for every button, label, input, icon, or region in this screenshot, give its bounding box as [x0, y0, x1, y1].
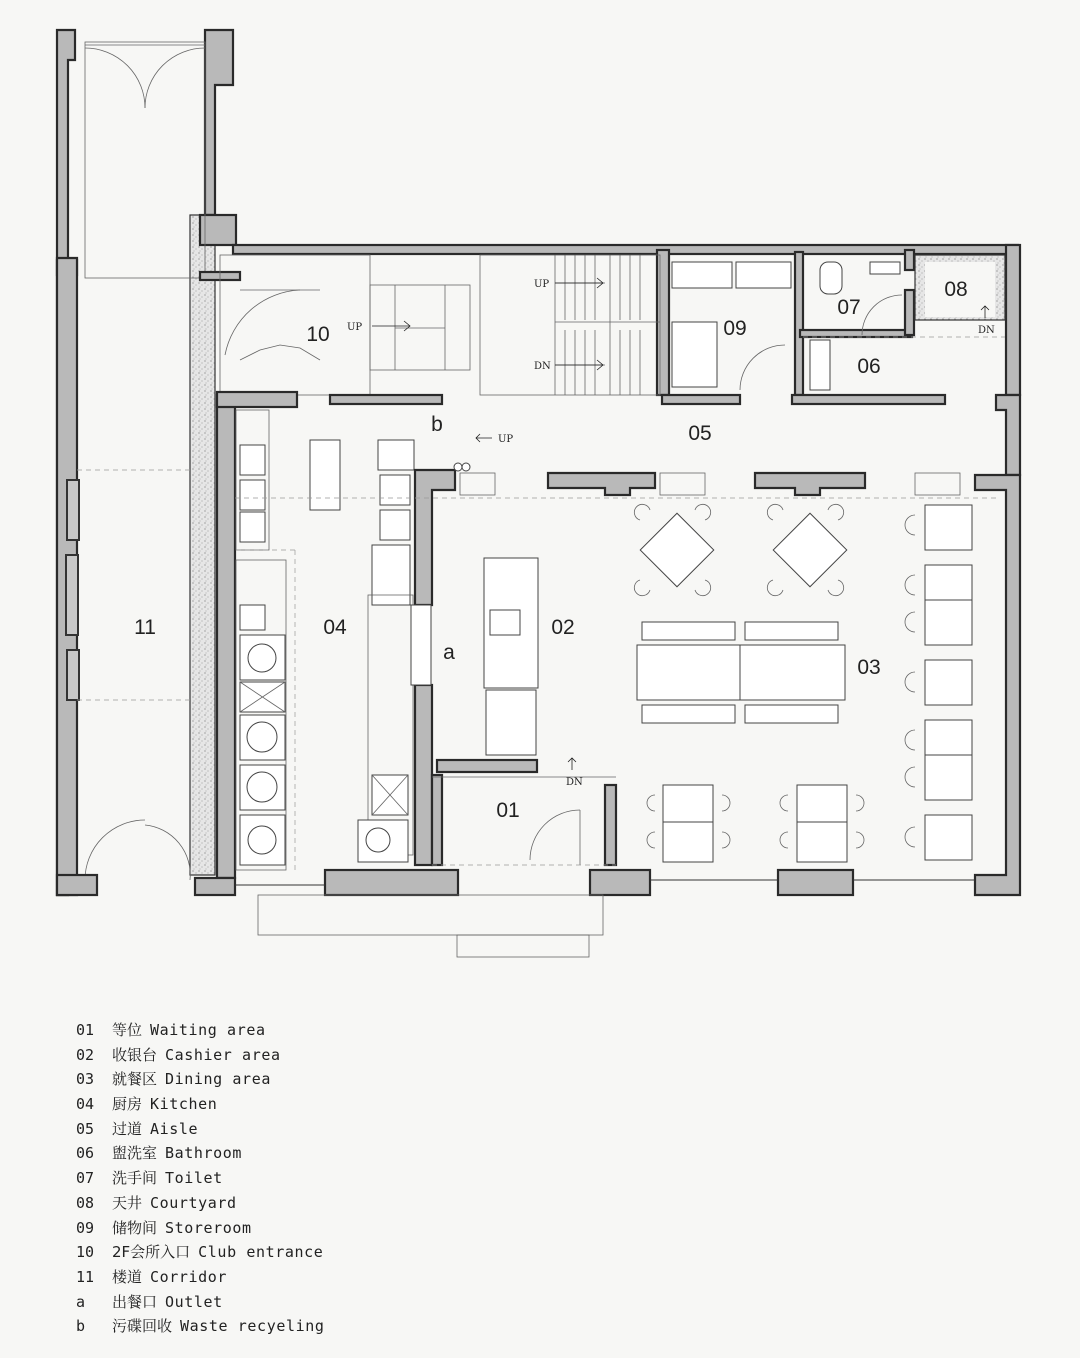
- legend-number: 09: [76, 1218, 95, 1237]
- legend-english-name: Outlet: [165, 1292, 223, 1311]
- legend-english-name: Bathroom: [165, 1144, 243, 1163]
- legend-number: 06: [76, 1144, 95, 1163]
- legend-english-name: Dining area: [165, 1070, 271, 1089]
- label-01-waiting: 01: [496, 799, 520, 822]
- legend-english-name: Club entrance: [198, 1243, 324, 1262]
- label-05-aisle: 05: [688, 422, 712, 445]
- stair-up-label-b: UP: [498, 434, 514, 445]
- legend-number: a: [76, 1292, 86, 1311]
- stair-up-label-10: UP: [347, 322, 363, 333]
- legend-row: [76, 1240, 676, 1265]
- legend-english-name: Courtyard: [150, 1193, 237, 1212]
- legend-row: [76, 1314, 676, 1339]
- legend-row: [76, 1290, 676, 1315]
- legend-chinese-name: 出餐口: [112, 1292, 158, 1311]
- room-legend: [76, 1018, 676, 1348]
- legend-chinese-name: 储物间: [112, 1218, 158, 1237]
- legend-english-name: Toilet: [165, 1169, 223, 1188]
- legend-row: [76, 1092, 676, 1117]
- legend-chinese-name: 天井: [112, 1193, 143, 1212]
- legend-row: [76, 1043, 676, 1068]
- stair-dn-label-08: DN: [978, 325, 995, 336]
- legend-english-name: Waiting area: [150, 1021, 266, 1039]
- legend-chinese-name: 收银台: [112, 1045, 158, 1064]
- legend-number: 03: [76, 1070, 95, 1089]
- label-07-toilet: 07: [837, 296, 861, 319]
- legend-chinese-name: 等位: [112, 1021, 143, 1039]
- waiting-area-walls: [432, 775, 616, 865]
- stair-up-label-center: UP: [534, 279, 550, 290]
- legend-number: 08: [76, 1193, 95, 1212]
- corridor-walls: [57, 30, 236, 895]
- stair-dn-label-01: DN: [566, 777, 583, 788]
- legend-row: [76, 1141, 676, 1166]
- legend-english-name: Storeroom: [165, 1218, 252, 1237]
- kitchen-fixtures: [236, 410, 414, 870]
- legend-chinese-name: 洗手间: [112, 1169, 158, 1188]
- legend-chinese-name: 盥洗室: [112, 1144, 158, 1163]
- legend-row: [76, 1018, 676, 1043]
- label-09-storeroom: 09: [723, 317, 747, 340]
- legend-row: [76, 1067, 676, 1092]
- legend-chinese-name: 2F会所入口: [112, 1243, 191, 1262]
- cashier-zone: [235, 463, 1000, 865]
- legend-number: 11: [76, 1267, 95, 1286]
- label-03-dining: 03: [857, 656, 881, 679]
- legend-english-name: Kitchen: [150, 1095, 218, 1114]
- label-08-courtyard: 08: [944, 278, 968, 301]
- legend-number: 02: [76, 1045, 95, 1064]
- label-02-cashier: 02: [551, 616, 575, 639]
- legend-english-name: Cashier area: [165, 1045, 281, 1064]
- label-11-corridor: 11: [134, 616, 156, 639]
- legend-row: [76, 1117, 676, 1142]
- legend-number: 07: [76, 1169, 95, 1188]
- legend-number: 04: [76, 1095, 95, 1114]
- dining-furniture: [634, 504, 972, 862]
- legend-chinese-name: 楼道: [112, 1267, 143, 1286]
- stair-dn-label-center: DN: [534, 361, 551, 372]
- legend-chinese-name: 厨房: [112, 1095, 143, 1114]
- legend-number: 10: [76, 1243, 95, 1262]
- label-b-waste: b: [431, 413, 443, 436]
- legend-number: b: [76, 1317, 86, 1336]
- legend-english-name: Corridor: [150, 1267, 228, 1286]
- legend-number: 05: [76, 1119, 95, 1138]
- legend-english-name: Aisle: [150, 1119, 199, 1138]
- legend-row: [76, 1216, 676, 1241]
- legend-row: [76, 1191, 676, 1216]
- legend-chinese-name: 就餐区: [112, 1070, 158, 1089]
- legend-number: 01: [76, 1021, 95, 1039]
- legend-english-name: Waste recyeling: [180, 1317, 325, 1336]
- label-a-outlet: a: [443, 641, 455, 664]
- legend-row: [76, 1166, 676, 1191]
- legend-row: [76, 1265, 676, 1290]
- label-04-kitchen: 04: [323, 616, 347, 639]
- label-06-bathroom: 06: [857, 355, 881, 378]
- legend-chinese-name: 污碟回收: [112, 1317, 173, 1336]
- label-10-club-entrance: 10: [306, 323, 330, 346]
- legend-chinese-name: 过道: [112, 1119, 143, 1138]
